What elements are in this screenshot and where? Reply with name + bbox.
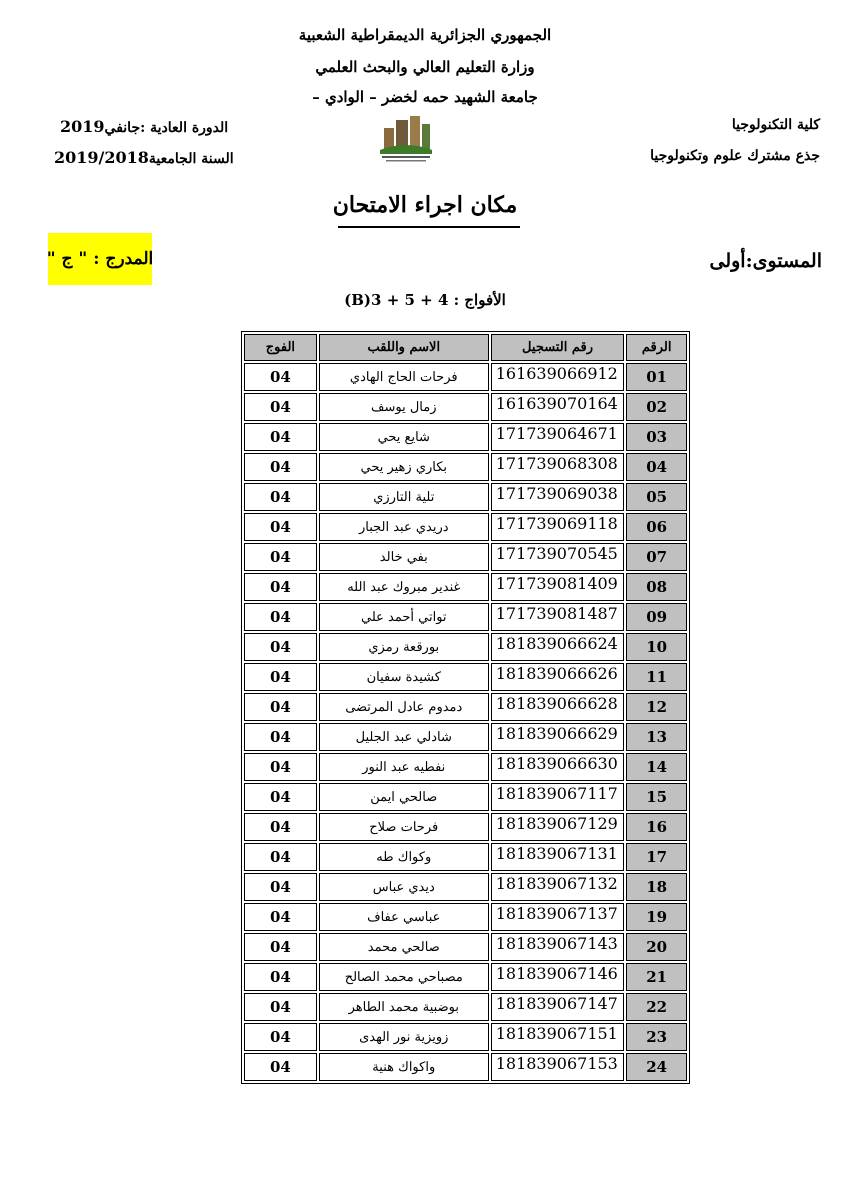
student-name: تلية التارزي — [319, 483, 489, 511]
table-row — [244, 723, 687, 751]
table-row — [244, 663, 687, 691]
row-number: 17 — [626, 843, 687, 871]
group-number: 04 — [244, 363, 317, 391]
row-number: 24 — [626, 1053, 687, 1081]
registration-number: 181839067146 — [491, 963, 625, 991]
session-label: الدورة العادية :جانفي — [104, 120, 229, 136]
registration-number: 181839067131 — [491, 843, 625, 871]
level-label: المستوى:أولى — [709, 250, 822, 272]
page-title: مكان اجراء الامتحان — [332, 192, 518, 218]
group-number: 04 — [244, 573, 317, 601]
col-header-group: الفوج — [244, 334, 317, 361]
student-name: شايع يحي — [319, 423, 489, 451]
table-row — [244, 933, 687, 961]
table-row — [244, 1053, 687, 1081]
table-row — [244, 1023, 687, 1051]
table-row — [244, 993, 687, 1021]
group-number: 04 — [244, 543, 317, 571]
student-name: ديدي عباس — [319, 873, 489, 901]
table-header-row — [244, 334, 687, 361]
registration-number: 171739068308 — [491, 453, 625, 481]
header-republic: الجمهوري الجزائرية الديمقراطية الشعبية — [298, 26, 552, 44]
registration-number: 171739064671 — [491, 423, 625, 451]
registration-number: 181839066630 — [491, 753, 625, 781]
student-name: بفي خالد — [319, 543, 489, 571]
col-header-name: الاسم واللقب — [319, 334, 489, 361]
table-row — [244, 843, 687, 871]
student-name: تواتي أحمد علي — [319, 603, 489, 631]
row-number: 13 — [626, 723, 687, 751]
table-row — [244, 573, 687, 601]
student-name: واكواك هنية — [319, 1053, 489, 1081]
group-number: 04 — [244, 753, 317, 781]
row-number: 06 — [626, 513, 687, 541]
registration-number: 181839067151 — [491, 1023, 625, 1051]
registration-number: 181839067132 — [491, 873, 625, 901]
group-number: 04 — [244, 873, 317, 901]
table-row — [244, 363, 687, 391]
group-number: 04 — [244, 963, 317, 991]
group-number: 04 — [244, 1023, 317, 1051]
row-number: 23 — [626, 1023, 687, 1051]
row-number: 19 — [626, 903, 687, 931]
registration-number: 181839066624 — [491, 633, 625, 661]
table-row — [244, 483, 687, 511]
registration-number: 181839067129 — [491, 813, 625, 841]
group-number: 04 — [244, 693, 317, 721]
registration-number: 181839067143 — [491, 933, 625, 961]
row-number: 08 — [626, 573, 687, 601]
header-ministry: وزارة التعليم العالي والبحث العلمي — [315, 58, 535, 76]
group-number: 04 — [244, 633, 317, 661]
table-row — [244, 963, 687, 991]
student-name: صالحي محمد — [319, 933, 489, 961]
faculty-name: كلية التكنولوجيا — [731, 117, 820, 133]
roster-table — [241, 331, 690, 1084]
registration-number: 171739069038 — [491, 483, 625, 511]
group-number: 04 — [244, 393, 317, 421]
registration-number: 171739081409 — [491, 573, 625, 601]
group-number: 04 — [244, 513, 317, 541]
col-header-num: الرقم — [626, 334, 687, 361]
row-number: 21 — [626, 963, 687, 991]
group-number: 04 — [244, 1053, 317, 1081]
academic-year-value: 2019/2018 — [54, 148, 149, 167]
student-name: عباسي عفاف — [319, 903, 489, 931]
student-name: فرحات الحاج الهادي — [319, 363, 489, 391]
row-number: 11 — [626, 663, 687, 691]
row-number: 22 — [626, 993, 687, 1021]
table-row — [244, 543, 687, 571]
group-number: 04 — [244, 783, 317, 811]
common-core: جذع مشترك علوم وتكنولوجيا — [650, 148, 820, 164]
row-number: 16 — [626, 813, 687, 841]
table-row — [244, 873, 687, 901]
group-number: 04 — [244, 843, 317, 871]
row-number: 07 — [626, 543, 687, 571]
student-name: غندير مبروك عبد الله — [319, 573, 489, 601]
student-name: زويزية نور الهدى — [319, 1023, 489, 1051]
title-underline — [338, 226, 520, 228]
row-number: 18 — [626, 873, 687, 901]
group-number: 04 — [244, 423, 317, 451]
registration-number: 161639066912 — [491, 363, 625, 391]
group-number: 04 — [244, 933, 317, 961]
group-number: 04 — [244, 813, 317, 841]
group-number: 04 — [244, 603, 317, 631]
registration-number: 171739070545 — [491, 543, 625, 571]
groups-label: الأفواج : 4 + 5 + 3(B) — [344, 291, 506, 309]
session-info — [60, 117, 228, 136]
table-row — [244, 903, 687, 931]
student-name: زمال يوسف — [319, 393, 489, 421]
student-name: شادلي عبد الجليل — [319, 723, 489, 751]
registration-number: 171739069118 — [491, 513, 625, 541]
student-name: بكاري زهير يحي — [319, 453, 489, 481]
row-number: 12 — [626, 693, 687, 721]
student-name: صالحي ايمن — [319, 783, 489, 811]
table-row — [244, 783, 687, 811]
row-number: 20 — [626, 933, 687, 961]
table-row — [244, 633, 687, 661]
group-number: 04 — [244, 483, 317, 511]
student-name: مصباحي محمد الصالح — [319, 963, 489, 991]
student-name: كشيدة سفيان — [319, 663, 489, 691]
student-name: وكواك طه — [319, 843, 489, 871]
group-number: 04 — [244, 993, 317, 1021]
table-row — [244, 393, 687, 421]
registration-number: 181839066626 — [491, 663, 625, 691]
academic-year — [54, 148, 234, 167]
row-number: 01 — [626, 363, 687, 391]
row-number: 04 — [626, 453, 687, 481]
student-name: دمدوم عادل المرتضى — [319, 693, 489, 721]
row-number: 10 — [626, 633, 687, 661]
registration-number: 181839067147 — [491, 993, 625, 1021]
session-year: 2019 — [60, 117, 105, 136]
table-row — [244, 453, 687, 481]
registration-number: 181839066628 — [491, 693, 625, 721]
academic-year-label: السنة الجامعية — [148, 151, 234, 167]
table-row — [244, 813, 687, 841]
row-number: 09 — [626, 603, 687, 631]
group-number: 04 — [244, 453, 317, 481]
registration-number: 161639070164 — [491, 393, 625, 421]
registration-number: 181839067153 — [491, 1053, 625, 1081]
table-row — [244, 423, 687, 451]
student-name: فرحات صلاح — [319, 813, 489, 841]
row-number: 14 — [626, 753, 687, 781]
hall-badge: المدرج : " ج " — [48, 233, 152, 285]
row-number: 03 — [626, 423, 687, 451]
group-number: 04 — [244, 723, 317, 751]
table-row — [244, 513, 687, 541]
group-number: 04 — [244, 903, 317, 931]
table-row — [244, 693, 687, 721]
student-name: بورقعة رمزي — [319, 633, 489, 661]
row-number: 02 — [626, 393, 687, 421]
student-name: بوضبية محمد الطاهر — [319, 993, 489, 1021]
registration-number: 181839067137 — [491, 903, 625, 931]
header-university: جامعة الشهيد حمه لخضر – الوادي – — [312, 88, 538, 106]
table-row — [244, 603, 687, 631]
col-header-reg: رقم التسجيل — [491, 334, 625, 361]
student-name: نفطيه عبد النور — [319, 753, 489, 781]
row-number: 15 — [626, 783, 687, 811]
row-number: 05 — [626, 483, 687, 511]
university-logo-icon — [378, 112, 434, 166]
registration-number: 181839066629 — [491, 723, 625, 751]
registration-number: 181839067117 — [491, 783, 625, 811]
table-row — [244, 753, 687, 781]
registration-number: 171739081487 — [491, 603, 625, 631]
student-name: دريدي عبد الجبار — [319, 513, 489, 541]
group-number: 04 — [244, 663, 317, 691]
